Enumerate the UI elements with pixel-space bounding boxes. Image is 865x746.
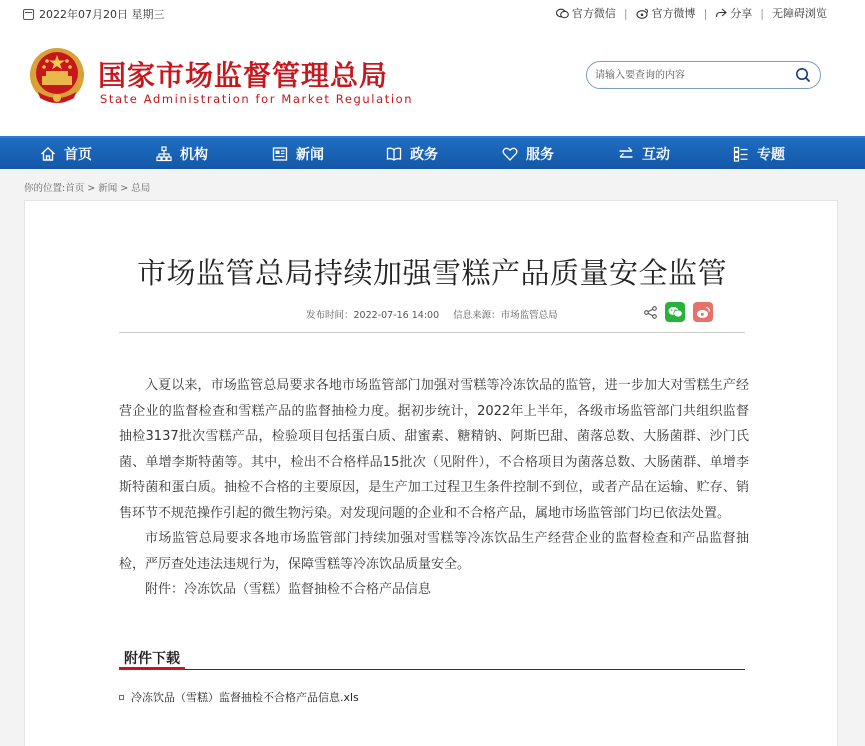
weibo-icon (636, 8, 649, 19)
article-body (119, 373, 749, 603)
share-wechat-button[interactable] (665, 302, 685, 322)
date-display (23, 6, 165, 22)
site-name-cn[interactable]: 国家市场监督管理总局 (98, 59, 389, 92)
nav-item-organization[interactable] (156, 144, 208, 164)
grid-icon (733, 146, 749, 162)
org-chart-icon (156, 146, 172, 162)
breadcrumb-headquarters[interactable]: 总局 (131, 183, 151, 194)
official-wechat-link[interactable] (556, 5, 616, 21)
breadcrumb-home[interactable]: 首页 (65, 183, 85, 194)
book-icon (386, 146, 402, 162)
breadcrumb-news[interactable]: 新闻 (98, 183, 118, 194)
article-meta (306, 307, 558, 321)
wechat-icon (556, 8, 569, 19)
article-title: 市场监管总局持续加强雪糕产品质量安全监管 (136, 256, 727, 290)
wechat-icon (668, 306, 683, 318)
nav-item-interaction[interactable] (618, 144, 670, 164)
publish-label: 发布时间： (306, 310, 354, 321)
search-icon[interactable] (795, 67, 811, 83)
divider: | (623, 6, 628, 20)
publish-time: 2022-07-16 14:00 (353, 310, 440, 321)
share-bar (644, 302, 713, 322)
attachment-note: 附件：冷冻饮品（雪糕）监督抽检不合格产品信息 (145, 582, 432, 597)
article-container (24, 200, 838, 746)
site-name-en: State Administration for Market Regulation (100, 92, 414, 106)
source-value: 市场监管总局 (500, 310, 558, 321)
nav-item-news[interactable] (272, 144, 324, 164)
share-weibo-button[interactable] (693, 302, 713, 322)
accessibility-label: 无障碍浏览 (772, 7, 827, 20)
arrows-icon (618, 146, 634, 162)
nav-label: 首页 (64, 147, 92, 163)
divider: | (760, 6, 764, 20)
article-paragraph: 入夏以来，市场监管总局要求各地市场监管部门加强对雪糕等冷冻饮品的监管，进一步加大对雪糕生产经营企业的监督检查和雪糕产品的监督抽检力度。据初步统计，2022年上半年，各级市场监管部门共组织监督抽检3137批次雪糕产品，检验项目包括蛋白质、甜蜜素、糖精钠、阿斯巴甜、菌落总数、大肠菌群、沙门氏菌、单增李斯特菌等。其中，检出不合格样品15批次（见附件），不合格项目为菌落总数、大肠菌群、单增李斯特菌和蛋白质。抽检不合格的主要原因，是生产加工过程卫生条件控制不到位，或者产品在运输、贮存、销售环节不规范操作引起的微生物污染。对发现问题的企业和不合格产品，属地市场监管部门均已依法处置。 (119, 378, 749, 521)
downloads-header (119, 648, 745, 670)
home-icon (40, 146, 56, 162)
weibo-icon (696, 306, 711, 319)
downloads-heading: 附件下载 (119, 648, 185, 670)
breadcrumb-separator: > (117, 183, 132, 194)
nav-label: 机构 (180, 147, 208, 163)
bullet-icon (119, 695, 124, 700)
source-label: 信息来源： (453, 310, 501, 321)
nav-label: 服务 (526, 147, 554, 163)
share-label: 分享 (730, 7, 753, 20)
official-weibo-label: 官方微博 (651, 7, 696, 20)
date-text: 2022年07月20日 星期三 (39, 8, 165, 21)
site-header (0, 26, 865, 136)
main-nav (0, 136, 865, 169)
breadcrumb-separator: > (84, 183, 99, 194)
national-emblem-icon[interactable] (28, 46, 86, 108)
share-icon[interactable] (644, 306, 657, 319)
nav-item-services[interactable] (502, 144, 554, 164)
breadcrumb-prefix: 你的位置: (24, 183, 66, 194)
search-input[interactable] (595, 67, 785, 83)
attachment-link[interactable] (119, 689, 359, 705)
breadcrumb (24, 180, 150, 194)
nav-item-home[interactable] (40, 144, 92, 164)
official-weibo-link[interactable] (636, 5, 696, 21)
share-link[interactable] (715, 5, 752, 21)
official-wechat-label: 官方微信 (571, 7, 616, 20)
attachment-filename: 冷冻饮品（雪糕）监督抽检不合格产品信息.xls (131, 691, 359, 704)
nav-label: 互动 (642, 147, 670, 163)
top-links (556, 5, 827, 21)
nav-label: 政务 (410, 147, 438, 163)
accessibility-link[interactable] (772, 5, 827, 21)
article-paragraph: 市场监管总局要求各地市场监管部门持续加强对雪糕等冷冻饮品生产经营企业的监督检查和产品监督抽检，严厉查处违法违规行为，保障雪糕等冷冻饮品质量安全。 (119, 531, 749, 572)
nav-label: 专题 (757, 147, 785, 163)
nav-item-government-affairs[interactable] (386, 144, 438, 164)
search-box (586, 61, 821, 89)
nav-item-topics[interactable] (733, 144, 785, 164)
nav-label: 新闻 (296, 147, 324, 163)
news-icon (272, 146, 288, 162)
heart-icon (502, 146, 518, 162)
title-divider (119, 332, 745, 333)
top-bar (0, 0, 865, 26)
share-icon (715, 8, 727, 19)
calendar-icon (23, 9, 34, 20)
divider: | (703, 6, 708, 20)
